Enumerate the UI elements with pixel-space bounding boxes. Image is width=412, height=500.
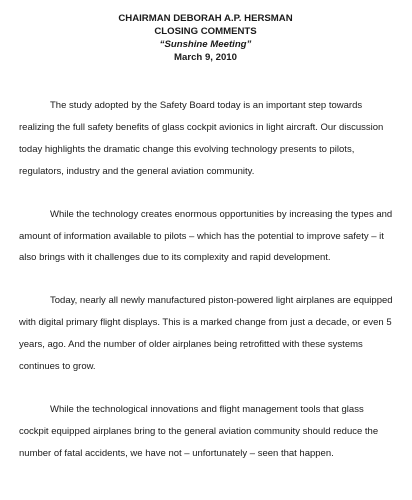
document-header <box>19 12 392 64</box>
meeting-name: “Sunshine Meeting” <box>159 39 252 50</box>
document-date: March 9, 2010 <box>174 52 237 63</box>
paragraph-study-adopted: The study adopted by the Safety Board today is an important step towards realizing the full safety benefits of glass cockpit avionics in light aircraft. Our discussion today highlights the dramatic change this evolving technology presents to pilots, regulators, industry and the general aviation community. <box>19 100 384 177</box>
speaker-title: CHAIRMAN DEBORAH A.P. HERSMAN <box>118 13 293 24</box>
document-title: CLOSING COMMENTS <box>154 26 257 37</box>
paragraph-fatal-accidents: While the technological innovations and flight management tools that glass cockpit equipped airplanes bring to the general aviation community should reduce the number of fatal accidents, we have not – unfortunately – seen that happen. <box>19 403 379 459</box>
paragraph-digital-displays: Today, nearly all newly manufactured piston-powered light airplanes are equipped with digital primary flight displays. This is a marked change from just a decade, or even 5 years, ago. And the number of older airplanes being retrofitted with these systems continues to grow. <box>19 295 393 373</box>
document-body <box>19 95 400 465</box>
paragraph-technology-opportunities: While the technology creates enormous opportunities by increasing the types and amount of information available to pilots – which has the potential to improve safety – it also brings with it challenges due to its complexity and rapid development. <box>19 208 393 264</box>
